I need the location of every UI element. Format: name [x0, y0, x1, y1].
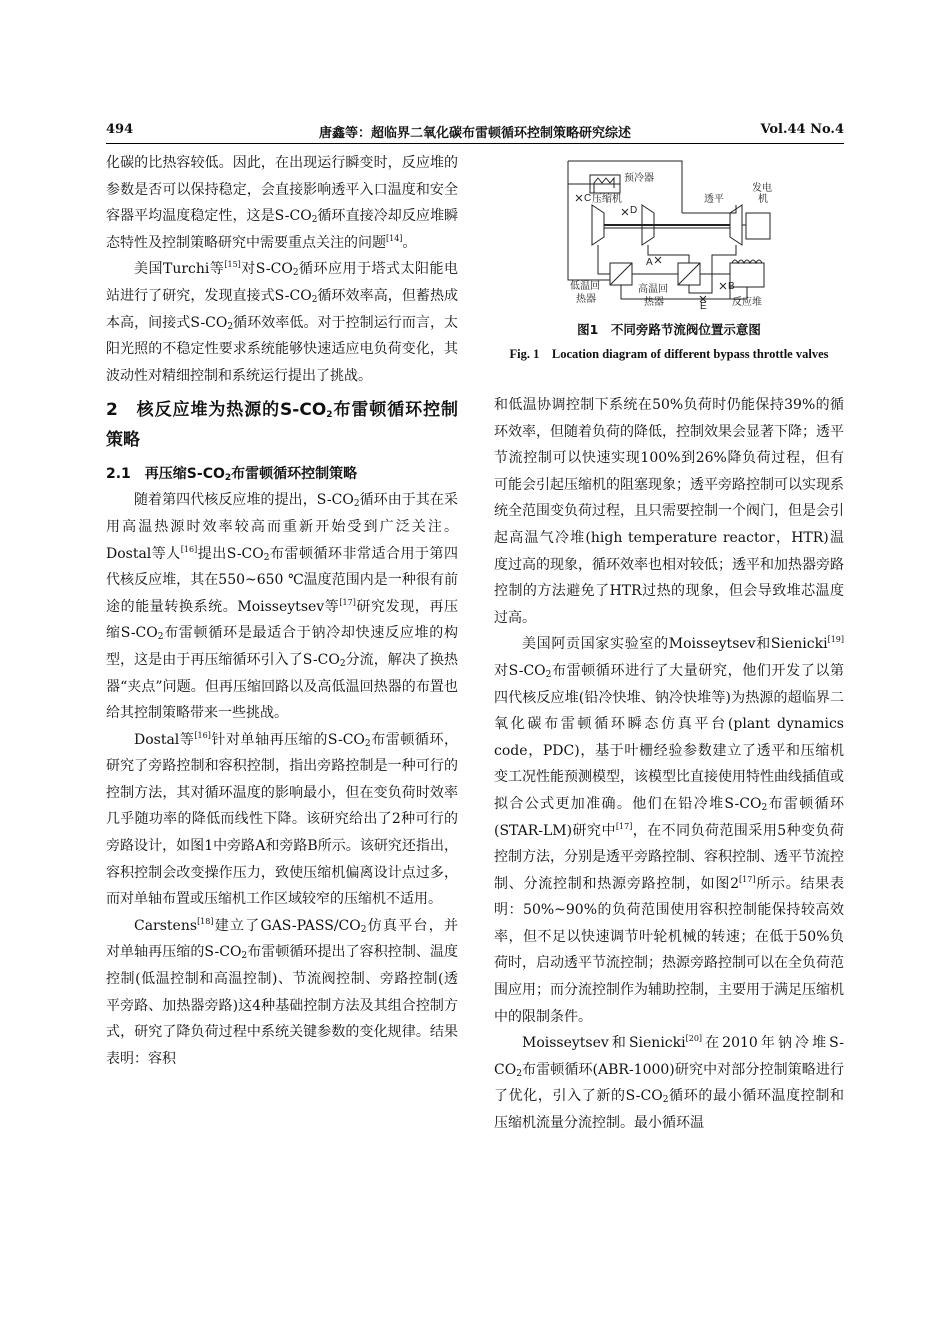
label-precooler: 预冷器: [624, 173, 654, 184]
label-valve-d: D: [630, 205, 638, 216]
label-ltr-2: 热器: [576, 294, 596, 305]
valve-b: [720, 283, 726, 289]
subsection-heading: 2.1 再压缩$S-CO_2$布雷顿循环控制策略: [106, 466, 358, 484]
paragraph: Carstens[18]建立了GAS-$PASS/CO_2$仿真平台，并对单轴再压缩的$S-CO_2$布雷顿循环提出了容积控制、温度控制(低温控制和高温控制)、节流阀控制、旁路控制(透平旁路、加热器旁路)这4种基础控制方法及其组合控制方式，研究了降负荷过程中系统关键参数的变化规律。结果表明：容积: [106, 916, 459, 1067]
valve-a: [655, 257, 661, 263]
label-htr-2: 热器: [644, 297, 664, 308]
bypass-valve-diagram: [562, 155, 784, 311]
pipe-top: [568, 161, 682, 213]
generator: [746, 213, 770, 239]
label-valve-a: A: [646, 257, 653, 268]
figure-caption-en: Fig. 1 Location diagram of different bypass throttle valves: [509, 347, 829, 361]
right-column: [494, 392, 844, 1137]
label-generator-1: 发电: [752, 183, 772, 194]
paragraph: 美国Turchi等[15]对$S-CO_2$循环应用于塔式太阳能电站进行了研究，发现直接式$S-CO_2$循环效率高，但蓄热成本高，间接式$S-CO_2$循环效率低。对于控制运行而言，太阳光照的不稳定性要求系统能够快速适应电负荷变化，其波动性对精细控制和系统运行提出了挑战。: [106, 260, 459, 384]
valve-c: [576, 195, 582, 201]
label-reactor: 反应堆: [732, 297, 762, 308]
paragraph: Dostal等[16]针对单轴再压缩的$S-CO_2$布雷顿循环，研究了旁路控制和容积控制，指出旁路控制是一种可行的控制方法，其对循环温度的影响最小，但在变负荷时效率几乎随功率的降低而线性下降。该研究给出了2种可行的旁路设计，如图1中旁路A和旁路B所示。该研究还指出，容积控制会改变操作压力，致使压缩机偏离设计点过多，而对单轴布置或压缩机工作区域较窄的压缩机不适用。: [106, 730, 458, 908]
label-valve-e: E: [700, 301, 707, 311]
reactor-box: [730, 263, 764, 287]
label-valve-c: C: [584, 193, 592, 204]
section-heading: 2 核反应堆为热源的$S-CO_2$布雷顿循环控制策略: [106, 400, 458, 451]
paragraph: 和低温协调控制下系统在50%负荷时仍能保持39%的循环效率，但随着负荷的降低，控制效果会显著下降；透平节流控制可以快速实现100%到26%降负荷过程，但有可能会引起压缩机的阻塞现象；透平旁路控制可以实现系统全范围变负荷过程，且只需要控制一个阀门，但是会引起高温气冷堆(high temperature reactor，HTR)温度过高的现象，循环效率也相对较低；透平和加热器旁路控制的方法避免了HTR过热的现象，但会导致堆芯温度过高。: [494, 397, 844, 626]
label-htr-1: 高温回: [638, 284, 668, 295]
paragraph: 美国阿贡国家实验室的Moisseytsev和Sienicki[19]对$S-CO_2$布雷顿循环进行了大量研究，他们开发了以第四代核反应堆(铅冷快堆、钠冷快堆等)为热源的超临界二氧化碳布雷顿循环瞬态仿真平台(plant dynamics code，PDC)，基于叶栅经验参数建立了透平和压缩机变工况性能预测模型，该模型比直接使用特性曲线插值或拟合公式更加准确。他们在铅冷堆$S-CO_2$布雷顿循环(STAR-LM)研究中[17]，在不同负荷范围采用5种变负荷控制方法，分别是透平旁路控制、容积控制、透平节流控制、分流控制和热源旁路控制，如图2[17]所示。结果表明：50%~90%的负荷范围使用容积控制能保持较高效率，但不足以快速调节叶轮机械的转速；在低于50%负荷时，启动透平节流控制；热源旁路控制可以在全负荷范围应用；而分流控制作为辅助控制，主要用于满足压缩机中的限制条件。: [494, 635, 844, 1025]
figure-caption-cn: 图1 不同旁路节流阀位置示意图: [577, 322, 761, 337]
label-turbine: 透平: [704, 194, 724, 205]
left-column: [106, 150, 458, 1072]
header-rule: [106, 143, 844, 144]
paragraph: 随着第四代核反应堆的提出，$S-CO_2$循环由于其在采用高温热源时效率较高而重新开始受到广泛关注。Dostal等人[16]提出$S-CO_2$布雷顿循环非常适合用于第四代核反应堆，其在550~650 ℃温度范围内是一种很有前途的能量转换系统。Moisseytsev等[17]研究发现，再压缩$S-CO_2$布雷顿循环是最适合于钠冷却快速反应堆的构型，这是由于再压缩循环引入了$S-CO_2$分流，解决了换热器“夹点”问题。但再压缩回路以及高低温回热器的布置也给其控制策略带来一些挑战。: [106, 492, 458, 722]
paragraph: 化碳的比热容较低。因此，在出现运行瞬变时，反应堆的参数是否可以保持稳定，会直接影响透平入口温度和安全容器平均温度稳定性，这是$S-CO_2$循环直接冷却反应堆瞬态特性及控制策略研究中需要重点关注的问题[14]。: [106, 155, 458, 251]
valve-d: [622, 209, 628, 215]
label-ltr-1: 低温回: [570, 281, 600, 292]
volume-info: Vol.44 No.4: [760, 122, 844, 137]
running-title: 唐鑫等：超临界二氧化碳布雷顿循环控制策略研究综述: [318, 126, 631, 141]
label-generator-2: 机: [758, 194, 768, 205]
precooler-coil: [594, 178, 614, 193]
paragraph: Moisseytsev和Sienicki[20]在2010年钠冷堆$S-CO_2$布雷顿循环(ABR-1000)研究中对部分控制策略进行了优化，引入了新的$S-CO_2$循环的最小循环温度控制和压缩机流量分流控制。最小循环温: [494, 1034, 844, 1132]
label-compressor: 压缩机: [592, 194, 622, 205]
running-header: [106, 122, 844, 142]
page-number: 494: [106, 122, 134, 137]
label-valve-b: B: [728, 281, 735, 292]
main-compressor: [592, 205, 604, 245]
